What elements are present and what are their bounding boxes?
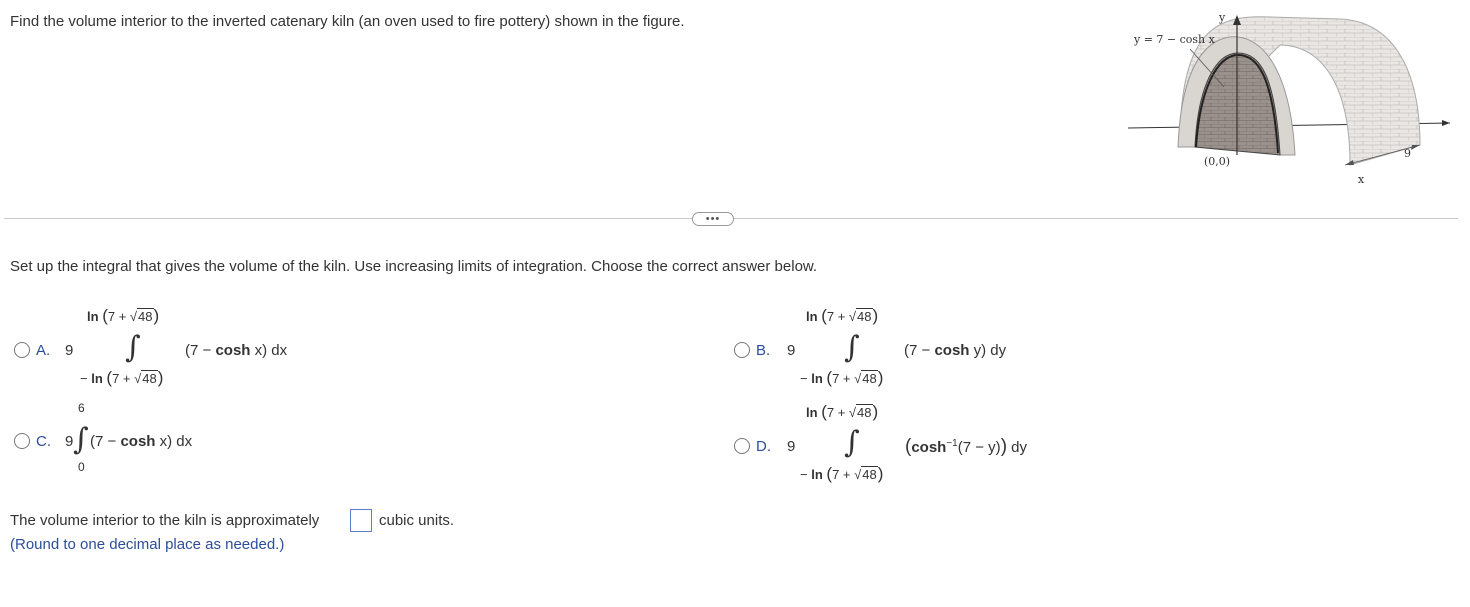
choice-d-coefficient: 9: [787, 438, 796, 455]
x-axis-label: x: [1358, 173, 1365, 186]
expand-more-button[interactable]: •••: [692, 212, 734, 226]
choice-a-integrand: (7 − cosh x) dx: [185, 342, 288, 359]
choice-b-radio[interactable]: [734, 342, 750, 358]
y-axis-label: y: [1219, 11, 1226, 24]
origin-label: (0,0): [1204, 155, 1231, 168]
choice-c-coefficient: 9: [65, 433, 74, 450]
length-label: 9: [1404, 147, 1411, 160]
choice-c-radio[interactable]: [14, 433, 30, 449]
choice-a-radio[interactable]: [14, 342, 30, 358]
choice-a-integral-sign: ∫: [125, 330, 141, 365]
choice-c-lower-limit: 0: [78, 460, 85, 474]
choice-b-lower-limit: − ln (7 + √48): [800, 368, 884, 387]
kiln-figure: [1120, 5, 1460, 190]
choice-c-letter[interactable]: C.: [36, 433, 51, 450]
curve-label: y = 7 − cosh x: [1134, 33, 1215, 46]
choice-d-radio[interactable]: [734, 438, 750, 454]
choice-d-integrand: $(\cosh^{-1}(7 - y))$ dy: [905, 436, 1028, 457]
choice-b-letter[interactable]: B.: [756, 342, 771, 359]
question-text: Find the volume interior to the inverted catenary kiln (an oven used to fire pottery) shown in the figure.: [10, 13, 685, 30]
answer-input[interactable]: [350, 509, 372, 532]
x-axis-arrow: [1442, 120, 1450, 126]
choice-d-lower-limit: − ln (7 + √48): [800, 464, 884, 483]
choice-b-integral-sign: ∫: [844, 330, 860, 365]
choice-d-upper-limit: ln (7 + √48): [806, 402, 879, 421]
choice-c-upper-limit: 6: [78, 401, 85, 415]
rounding-hint: (Round to one decimal place as needed.): [10, 536, 285, 553]
answer-label: The volume interior to the kiln is approximately: [10, 512, 320, 529]
choice-a-upper-limit: ln (7 + √48): [87, 306, 160, 325]
instructions-text: Set up the integral that gives the volume of the kiln. Use increasing limits of integration. Choose the correct answer below.: [10, 258, 818, 275]
choice-b-integrand: (7 − cosh y) dy: [904, 342, 1007, 359]
choice-c-integrand: (7 − cosh x) dx: [90, 433, 193, 450]
answer-unit: cubic units.: [379, 512, 455, 529]
choice-b-upper-limit: ln (7 + √48): [806, 306, 879, 325]
choice-d-integral-sign: ∫: [844, 425, 860, 460]
choice-a-lower-limit: − ln (7 + √48): [80, 368, 164, 387]
choice-a-letter[interactable]: A.: [36, 342, 51, 359]
choice-a-coefficient: 9: [65, 342, 74, 359]
choice-c-integral-sign: ∫: [73, 422, 89, 457]
choice-d-letter[interactable]: D.: [756, 438, 771, 455]
choice-b-coefficient: 9: [787, 342, 796, 359]
